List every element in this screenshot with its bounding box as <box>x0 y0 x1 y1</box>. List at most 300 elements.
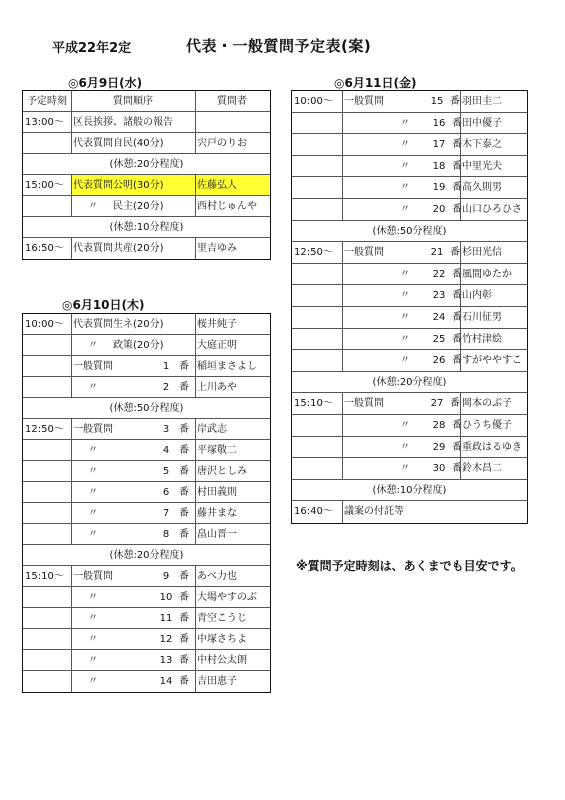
schedule-row <box>292 242 527 264</box>
number-suffix: 番 <box>452 203 462 215</box>
column-divider <box>195 314 196 334</box>
questioner-name: 唐沢としみ <box>197 466 247 477</box>
day-heading-june-10: ◎6月10日(木) <box>62 298 145 312</box>
questioner-name: 里吉ゆみ <box>197 243 237 254</box>
column-divider <box>71 196 72 216</box>
column-divider <box>195 196 196 216</box>
time-cell <box>292 329 342 350</box>
schedule-row <box>292 437 527 459</box>
column-divider <box>460 437 461 458</box>
column-divider <box>195 440 196 460</box>
time-cell: 16:40〜 <box>294 506 333 518</box>
column-divider <box>342 113 343 134</box>
schedule-row <box>23 377 270 398</box>
schedule-row <box>23 524 270 545</box>
schedule-row <box>292 393 527 415</box>
number-suffix: 番 <box>452 441 462 453</box>
question-number: 6 <box>162 487 170 498</box>
party-slot: 〃 <box>400 182 410 194</box>
time-cell <box>292 113 342 134</box>
schedule-row <box>23 335 270 356</box>
question-number: 13 <box>159 655 173 666</box>
question-order-cell <box>71 314 195 334</box>
column-divider <box>71 377 72 397</box>
session-type: 代表質問 <box>73 243 113 254</box>
questioner-name: 羽田圭二 <box>462 96 502 107</box>
column-divider <box>460 177 461 198</box>
time-cell <box>292 264 342 285</box>
question-number: 21 <box>430 247 444 259</box>
questioner-name: 中塚さちよ <box>197 634 247 645</box>
time-cell <box>292 156 342 177</box>
number-suffix: 番 <box>452 463 462 475</box>
question-number: 26 <box>432 355 446 367</box>
session-type: 一般質問 <box>344 398 384 410</box>
session-type: 代表質問 <box>73 138 113 149</box>
time-cell <box>23 608 71 628</box>
schedule-row <box>292 350 527 372</box>
column-divider <box>195 482 196 502</box>
time-cell <box>23 461 71 481</box>
question-order-cell <box>71 419 195 439</box>
question-order-cell <box>71 587 195 607</box>
questioner-name: 大庭正明 <box>197 340 237 351</box>
column-divider <box>460 329 461 350</box>
number-suffix: 番 <box>452 333 462 345</box>
column-divider <box>460 307 461 328</box>
number-suffix: 番 <box>179 487 189 498</box>
column-divider <box>195 238 196 259</box>
column-divider <box>71 608 72 628</box>
questioner-name: 西村じゅんや <box>197 201 257 212</box>
schedule-row <box>292 458 527 480</box>
time-cell <box>23 629 71 649</box>
question-order-cell <box>71 629 195 649</box>
time-cell: 10:00〜 <box>25 319 64 330</box>
question-order-cell <box>342 415 460 436</box>
session-type: 一般質問 <box>344 247 384 259</box>
column-divider <box>460 113 461 134</box>
session-type: 一般質問 <box>73 361 113 372</box>
time-cell <box>23 524 71 544</box>
break-row: (休憩:20分程度) <box>292 372 527 394</box>
session-type: 〃 <box>88 592 98 603</box>
column-divider <box>460 415 461 436</box>
schedule-row <box>292 156 527 178</box>
time-cell <box>23 503 71 523</box>
question-number: 8 <box>162 529 170 540</box>
session-type: 一般質問 <box>344 96 384 107</box>
schedule-row <box>292 264 527 286</box>
number-suffix: 番 <box>452 290 462 302</box>
questioner-name: 竹村津絵 <box>462 333 502 345</box>
column-divider <box>71 133 72 153</box>
column-divider <box>460 285 461 306</box>
time-cell: 15:00〜 <box>25 180 64 191</box>
schedule-table-june-9 <box>22 90 271 260</box>
question-order-cell <box>342 501 526 523</box>
number-suffix: 番 <box>179 508 189 519</box>
column-divider <box>195 524 196 544</box>
time-cell <box>23 356 71 376</box>
questioner-name: 平塚敬二 <box>197 445 237 456</box>
party-slot: 〃 <box>400 268 410 280</box>
column-divider <box>342 350 343 371</box>
column-divider <box>195 419 196 439</box>
schedule-row <box>292 177 527 199</box>
session-type: 〃 <box>88 487 98 498</box>
party-slot: 〃 <box>400 117 410 129</box>
column-divider <box>342 134 343 155</box>
time-cell <box>292 415 342 436</box>
time-cell: 12:50〜 <box>25 424 64 435</box>
number-suffix: 番 <box>179 571 189 582</box>
column-divider <box>71 91 72 111</box>
number-suffix: 番 <box>452 139 462 151</box>
question-order-cell <box>342 91 460 112</box>
questioner-name: 中里光夫 <box>462 160 502 172</box>
questioner-name: 重政はるゆき <box>462 441 522 453</box>
question-number: 24 <box>432 311 446 323</box>
session-type: 〃 <box>88 529 98 540</box>
question-order-cell <box>71 650 195 670</box>
question-order-cell <box>71 671 195 692</box>
question-number: 28 <box>432 419 446 431</box>
break-row: (休憩:20分程度) <box>23 545 270 566</box>
party-slot: 〃 <box>400 203 410 215</box>
column-divider <box>342 393 343 414</box>
time-cell <box>23 671 71 692</box>
column-divider <box>195 650 196 670</box>
break-row: (休憩:10分程度) <box>292 480 527 502</box>
schedule-row <box>23 461 270 482</box>
number-suffix: 番 <box>450 96 460 107</box>
questioner-name: 鈴木昌二 <box>462 463 502 475</box>
session-type: 〃 <box>88 340 98 351</box>
schedule-row <box>292 113 527 135</box>
column-divider <box>195 91 196 111</box>
question-order-cell <box>71 566 195 586</box>
time-cell <box>292 134 342 155</box>
column-divider <box>71 482 72 502</box>
number-suffix: 番 <box>452 160 462 172</box>
session-type: 一般質問 <box>73 571 113 582</box>
time-cell <box>292 437 342 458</box>
questioner-name: 中村公太朗 <box>197 655 247 666</box>
question-number: 30 <box>432 463 446 475</box>
question-order-cell <box>71 196 195 216</box>
column-divider <box>71 335 72 355</box>
question-order-cell <box>71 461 195 481</box>
question-number: 7 <box>162 508 170 519</box>
column-divider <box>342 156 343 177</box>
break-row: (休憩:50分程度) <box>23 398 270 419</box>
party-slot: 政策(20分) <box>113 340 164 351</box>
question-number: 18 <box>432 160 446 172</box>
session-type: 〃 <box>88 445 98 456</box>
question-order-cell <box>342 437 460 458</box>
number-suffix: 番 <box>179 634 189 645</box>
session-type: 議案の付託等 <box>344 506 404 518</box>
column-divider <box>460 350 461 371</box>
question-number: 3 <box>162 424 170 435</box>
column-divider <box>342 177 343 198</box>
question-order-cell <box>71 524 195 544</box>
session-type: 〃 <box>88 634 98 645</box>
column-divider <box>460 199 461 220</box>
questioner-name: 青空こうじ <box>197 613 247 624</box>
column-divider <box>195 175 196 195</box>
question-number: 11 <box>159 613 173 624</box>
schedule-table-june-10 <box>22 313 271 693</box>
column-divider <box>195 335 196 355</box>
questioner-name: 畠山晋一 <box>197 529 237 540</box>
questioner-name: 佐藤弘人 <box>195 175 269 195</box>
time-cell <box>292 285 342 306</box>
number-suffix: 番 <box>450 247 460 259</box>
question-number: 16 <box>432 117 446 129</box>
schedule-row <box>23 175 270 196</box>
footnote: ※質問予定時刻は、あくまでも目安です。 <box>296 559 523 573</box>
question-number: 20 <box>432 203 446 215</box>
number-suffix: 番 <box>452 117 462 129</box>
question-number: 25 <box>432 333 446 345</box>
questioner-name: 上川あや <box>197 382 237 393</box>
question-order-cell <box>342 199 460 220</box>
column-divider <box>195 503 196 523</box>
questioner-name <box>195 112 269 132</box>
questioner-name: 大場やすのぶ <box>197 592 257 603</box>
session-type: 〃 <box>88 466 98 477</box>
time-cell: 13:00〜 <box>25 117 64 128</box>
question-order-cell <box>71 356 195 376</box>
column-divider <box>195 112 196 132</box>
question-order-cell <box>342 350 460 371</box>
question-number: 15 <box>430 96 444 107</box>
time-cell <box>23 133 71 153</box>
time-cell: 12:50〜 <box>294 247 333 259</box>
party-slot: 〃 <box>400 419 410 431</box>
schedule-row <box>23 587 270 608</box>
schedule-row <box>23 419 270 440</box>
party-slot: 生ネ(20分) <box>113 319 164 330</box>
time-cell <box>23 377 71 397</box>
question-number: 29 <box>432 441 446 453</box>
time-cell <box>23 587 71 607</box>
day-heading-june-11: ◎6月11日(金) <box>334 76 417 90</box>
column-divider <box>342 437 343 458</box>
question-number: 1 <box>162 361 170 372</box>
time-cell <box>23 650 71 670</box>
schedule-row <box>23 196 270 217</box>
question-number: 19 <box>432 182 446 194</box>
number-suffix: 番 <box>179 445 189 456</box>
column-divider <box>342 285 343 306</box>
questioner-name: 藤井まな <box>197 508 237 519</box>
question-order-cell <box>342 329 460 350</box>
column-divider <box>195 377 196 397</box>
column-divider <box>342 264 343 285</box>
header-order: 質問順序 <box>113 96 153 107</box>
question-order-cell <box>342 264 460 285</box>
question-number: 23 <box>432 290 446 302</box>
question-number: 9 <box>162 571 170 582</box>
question-order-cell <box>342 242 460 263</box>
question-order-cell <box>71 335 195 355</box>
party-slot: 自民(40分) <box>113 138 164 149</box>
schedule-row <box>23 650 270 671</box>
party-slot: 〃 <box>400 139 410 151</box>
party-slot: 〃 <box>400 333 410 345</box>
column-divider <box>71 503 72 523</box>
schedule-row <box>23 356 270 377</box>
session-type: 〃 <box>88 655 98 666</box>
question-order-cell <box>71 112 195 132</box>
schedule-table-june-11 <box>291 90 528 524</box>
session-label: 平成22年2定 <box>52 41 132 56</box>
break-row: (休憩:50分程度) <box>292 221 527 243</box>
party-slot: 〃 <box>400 463 410 475</box>
number-suffix: 番 <box>452 268 462 280</box>
column-divider <box>71 175 72 195</box>
time-cell <box>292 177 342 198</box>
column-divider <box>195 461 196 481</box>
question-order-cell <box>342 307 460 328</box>
column-divider <box>342 307 343 328</box>
session-type: 〃 <box>88 382 98 393</box>
break-row: (休憩:10分程度) <box>23 217 270 238</box>
column-divider <box>71 524 72 544</box>
schedule-row <box>23 314 270 335</box>
schedule-row <box>292 501 527 523</box>
question-order-cell <box>342 177 460 198</box>
question-order-cell <box>71 608 195 628</box>
time-cell: 10:00〜 <box>294 96 333 107</box>
question-order-cell <box>342 156 460 177</box>
column-divider <box>71 629 72 649</box>
column-divider <box>71 587 72 607</box>
question-number: 4 <box>162 445 170 456</box>
schedule-row <box>23 566 270 587</box>
party-slot: 〃 <box>400 311 410 323</box>
number-suffix: 番 <box>179 676 189 687</box>
questioner-name: 田中優子 <box>462 117 502 129</box>
number-suffix: 番 <box>179 592 189 603</box>
column-divider <box>342 199 343 220</box>
party-slot: 〃 <box>400 355 410 367</box>
column-divider <box>342 458 343 479</box>
schedule-row <box>23 482 270 503</box>
schedule-row <box>292 199 527 221</box>
question-order-cell <box>71 503 195 523</box>
time-cell <box>23 482 71 502</box>
session-type: 代表質問 <box>73 180 113 191</box>
schedule-row <box>292 415 527 437</box>
time-cell <box>292 458 342 479</box>
question-number: 14 <box>159 676 173 687</box>
schedule-row <box>23 503 270 524</box>
column-divider <box>342 329 343 350</box>
question-number: 10 <box>159 592 173 603</box>
schedule-row <box>23 440 270 461</box>
number-suffix: 番 <box>179 424 189 435</box>
schedule-row <box>23 629 270 650</box>
number-suffix: 番 <box>452 419 462 431</box>
column-divider <box>342 415 343 436</box>
schedule-row <box>292 91 527 113</box>
question-order-cell <box>71 133 195 153</box>
number-suffix: 番 <box>179 361 189 372</box>
column-divider <box>195 629 196 649</box>
schedule-row <box>292 285 527 307</box>
questioner-name: 岡本のぶ子 <box>462 398 512 410</box>
column-divider <box>71 112 72 132</box>
party-slot: 〃 <box>400 160 410 172</box>
party-slot: 〃 <box>400 290 410 302</box>
column-divider <box>195 587 196 607</box>
question-order-cell <box>71 440 195 460</box>
column-divider <box>195 608 196 628</box>
number-suffix: 番 <box>179 529 189 540</box>
header-time: 予定時刻 <box>27 96 67 107</box>
time-cell <box>292 307 342 328</box>
time-cell <box>292 350 342 371</box>
schedule-row <box>23 112 270 133</box>
session-type: 〃 <box>88 676 98 687</box>
column-divider <box>460 91 461 112</box>
schedule-row <box>292 307 527 329</box>
question-number: 2 <box>162 382 170 393</box>
number-suffix: 番 <box>179 466 189 477</box>
column-divider <box>460 393 461 414</box>
question-order-cell <box>71 175 195 195</box>
column-divider <box>71 238 72 259</box>
column-divider <box>71 314 72 334</box>
session-type: 〃 <box>88 613 98 624</box>
table-header-row <box>23 91 270 112</box>
party-slot: 共産(20分) <box>113 243 164 254</box>
question-order-cell <box>71 377 195 397</box>
number-suffix: 番 <box>450 398 460 410</box>
schedule-row <box>292 329 527 351</box>
time-cell <box>292 199 342 220</box>
questioner-name: すがややすこ <box>462 355 522 367</box>
number-suffix: 番 <box>452 311 462 323</box>
column-divider <box>460 134 461 155</box>
question-number: 5 <box>162 466 170 477</box>
question-number: 12 <box>159 634 173 645</box>
column-divider <box>460 264 461 285</box>
question-order-cell <box>342 393 460 414</box>
column-divider <box>71 440 72 460</box>
number-suffix: 番 <box>452 182 462 194</box>
questioner-name: 石川征男 <box>462 311 502 323</box>
number-suffix: 番 <box>179 613 189 624</box>
schedule-row <box>23 133 270 154</box>
schedule-row <box>23 608 270 629</box>
number-suffix: 番 <box>179 655 189 666</box>
session-type: 〃 <box>88 508 98 519</box>
column-divider <box>195 566 196 586</box>
session-type: 一般質問 <box>73 424 113 435</box>
question-order-cell <box>342 458 460 479</box>
column-divider <box>342 242 343 263</box>
column-divider <box>71 419 72 439</box>
column-divider <box>342 91 343 112</box>
column-divider <box>195 356 196 376</box>
session-type: 〃 <box>88 201 98 212</box>
schedule-row <box>23 671 270 692</box>
